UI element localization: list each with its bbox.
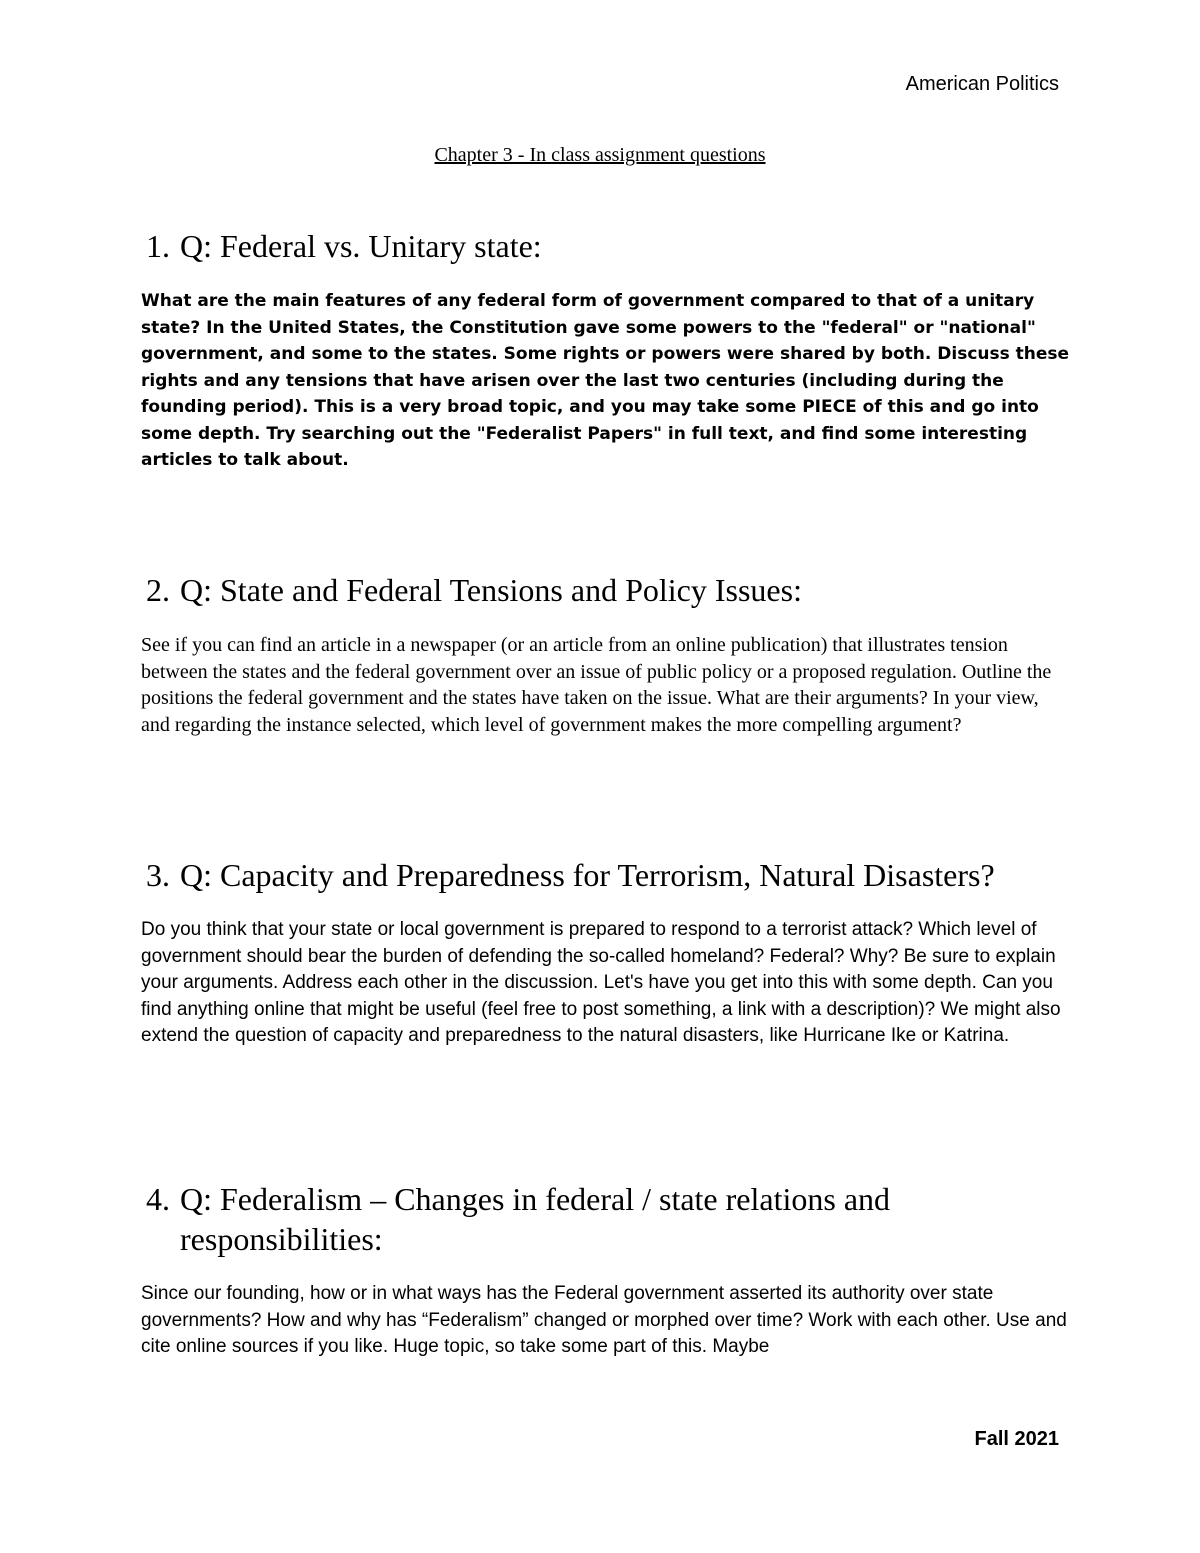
question-3-title bbox=[141, 855, 1071, 895]
question-1-title bbox=[141, 226, 1071, 266]
question-3 bbox=[141, 855, 1071, 1050]
question-3-heading: Q: Capacity and Preparedness for Terrorism, Natural Disasters? bbox=[180, 857, 995, 893]
question-1 bbox=[141, 226, 1071, 474]
question-4-heading: Q: Federalism – Changes in federal / state relations and responsibilities: bbox=[180, 1181, 891, 1257]
course-name: American Politics bbox=[905, 73, 1059, 95]
question-1-heading: Q: Federal vs. Unitary state: bbox=[180, 228, 542, 264]
question-2 bbox=[141, 570, 1071, 738]
term-label: Fall 2021 bbox=[974, 1428, 1059, 1450]
question-4-number: 4. bbox=[146, 1181, 170, 1217]
assignment-subtitle: Chapter 3 - In class assignment questions bbox=[434, 144, 766, 166]
question-1-body: What are the main features of any federal form of government compared to that of a unitary state? In the United States, the Constitution gave some powers to the "federal" or "national" government, and some to the states. Some rights or powers were shared by both. Discuss these rights and any tensions that have arisen over the last two centuries (including during the founding period). This is a very broad topic, and you may take some PIECE of this and go into some depth. Try searching out the "Federalist Papers" in full text, and find some interesting articles to talk about. bbox=[141, 291, 1070, 470]
question-4-body: Since our founding, how or in what ways has the Federal government asserted its authority over state governments? How and why has “Federalism” changed or morphed over time? Work with each other. Use and cite online sources if you like. Huge topic, so take some part of this. Maybe bbox=[141, 1283, 1067, 1357]
question-4 bbox=[141, 1179, 1071, 1361]
question-2-body: See if you can find an article in a newspaper (or an article from an online publication) that illustrates tension between the states and the federal government over an issue of public policy or a proposed regulation. Outline the positions the federal government and the states have taken on the issue. What are their arguments? In your view, and regarding the instance selected, which level of government makes the more compelling argument? bbox=[141, 634, 1052, 736]
question-2-number: 2. bbox=[146, 572, 170, 608]
question-3-body: Do you think that your state or local government is prepared to respond to a terrorist attack? Which level of government should bear the burden of defending the so-called homeland? Federal? Why? Be sure to explain your arguments. Address each other in the discussion. Let's have you get into this with some depth. Can you find anything online that might be useful (feel free to post something, a link with a description)? We might also extend the question of capacity and preparedness to the natural disasters, like Hurricane Ike or Katrina. bbox=[141, 919, 1061, 1046]
question-2-title bbox=[141, 570, 1071, 610]
question-2-heading: Q: State and Federal Tensions and Policy Issues: bbox=[180, 572, 802, 608]
question-3-number: 3. bbox=[146, 857, 170, 893]
question-4-title bbox=[141, 1179, 1071, 1259]
question-1-number: 1. bbox=[146, 228, 170, 264]
